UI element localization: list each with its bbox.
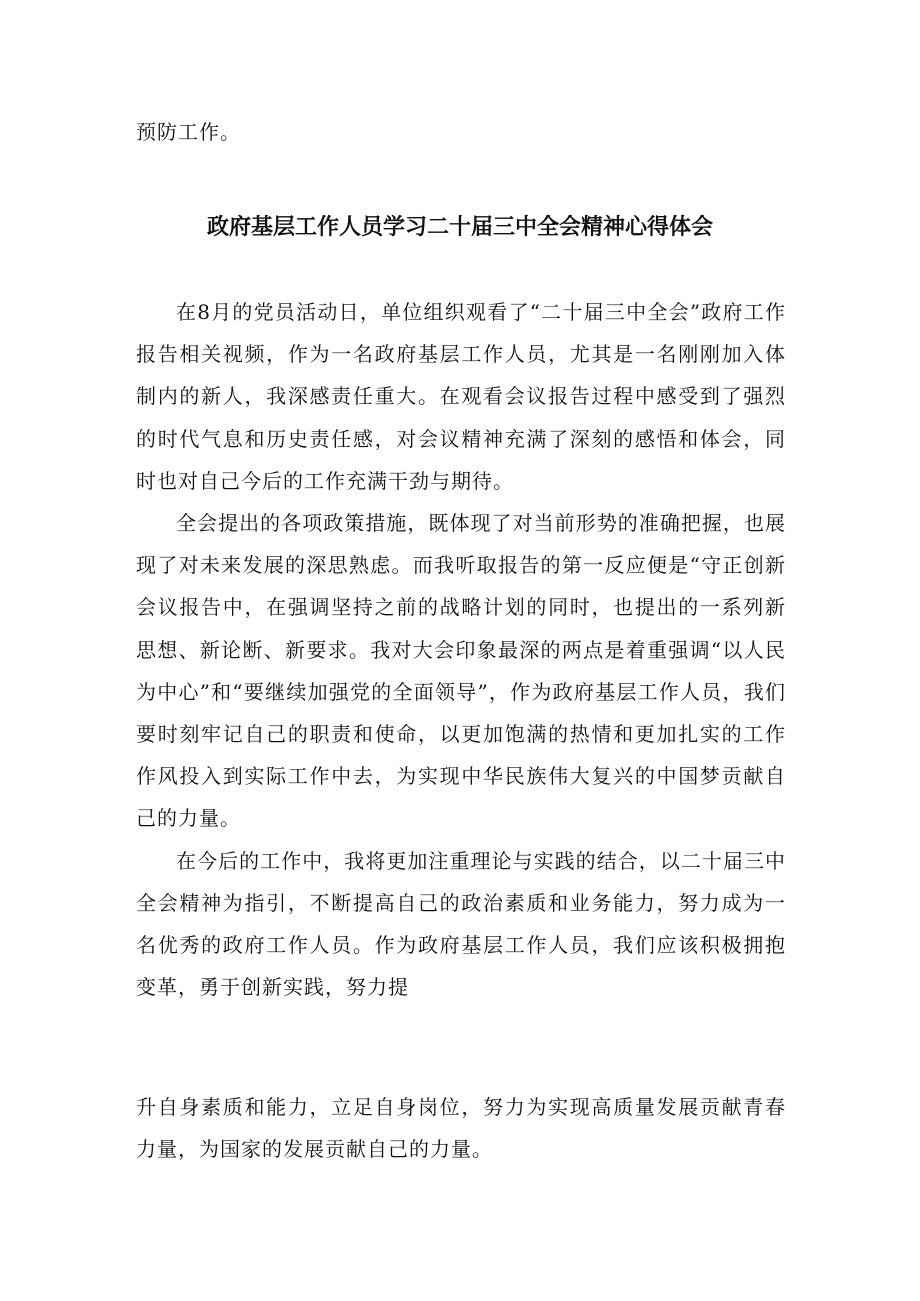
document-body	[136, 291, 786, 1008]
paragraph-1: 在8月的党员活动日，单位组织观看了“二十届三中全会”政府工作报告相关视频，作为一名政府基层工作人员，尤其是一名刚刚加入体制内的新人，我深感责任重大。在观看会议报告过程中感受到了强烈的时代气息和历史责任感，对会议精神充满了深刻的感悟和体会，同时也对自己今后的工作充满干劲与期待。	[136, 300, 786, 493]
paragraph-3: 在今后的工作中，我将更加注重理论与实践的结合，以二十届三中全会精神为指引，不断提高自己的政治素质和业务能力，努力成为一名优秀的政府工作人员。作为政府基层工作人员，我们应该积极拥抱变革，勇于创新实践，努力提	[136, 848, 786, 1000]
continued-text: 升自身素质和能力，立足自身岗位，努力为实现高质量发展贡献青春力量，为国家的发展贡献自己的力量。	[136, 1095, 786, 1161]
paragraph-2: 全会提出的各项政策措施，既体现了对当前形势的准确把握，也展现了对未来发展的深思熟虑。而我听取报告的第一反应便是“守正创新会议报告中，在强调坚持之前的战略计划的同时，也提出的一系列新思想、新论断、新要求。我对大会印象最深的两点是着重强调“以人民为中心”和“要继续加强党的全面领导”，作为政府基层工作人员，我们要时刻牢记自己的职责和使命，以更加饱满的热情和更加扎实的工作作风投入到实际工作中去，为实现中华民族伟大复兴的中国梦贡献自己的力量。	[136, 511, 786, 831]
lead-line-text: 预防工作。	[136, 120, 241, 144]
document-title: 政府基层工作人员学习二十届三中全会精神心得体会	[206, 215, 713, 240]
